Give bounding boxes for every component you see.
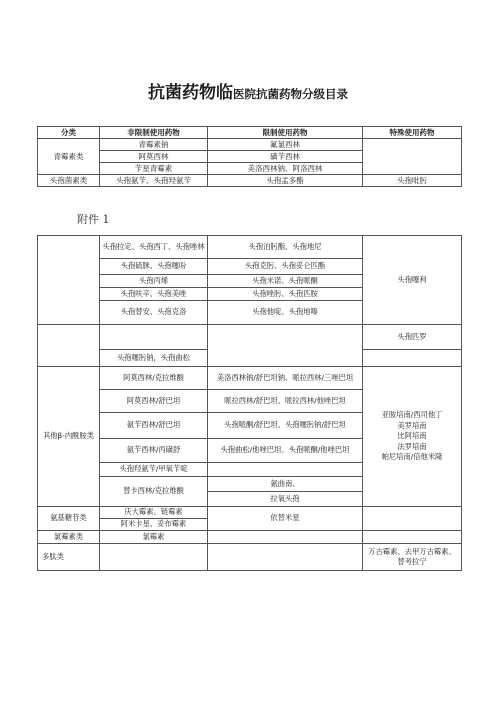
special-drug: 比阿培南 (397, 431, 427, 441)
table-cell: 头孢孟多酯 (208, 175, 363, 187)
table-cell: 氯霉素 (100, 531, 208, 544)
table-row (38, 544, 462, 571)
table-row (38, 236, 462, 259)
table-cell-empty (208, 544, 363, 571)
header-category: 分类 (38, 127, 100, 139)
table-cell: 头孢克肟、头孢妥仑匹酯 (208, 259, 363, 275)
table-cell: 依替米星 (208, 507, 363, 531)
table-cell: 氟氯西林 (208, 139, 363, 151)
table-row (38, 531, 462, 544)
table-cell: 头孢吡肟 (363, 175, 462, 187)
header-restricted: 限制使用药物 (208, 127, 363, 139)
table-cell: 哌拉西林/舒巴坦、哌拉西林/他唑巴坦 (208, 390, 363, 413)
table-cell: 阿莫西林/舒巴坦 (100, 390, 208, 413)
category-cell: 头孢菌素类 (38, 175, 100, 187)
table-cell: 头孢丙烯 (100, 275, 208, 288)
table-cell: 头孢哌酮/舒巴坦、头孢噻肟钠/舒巴坦 (208, 413, 363, 439)
table-cell: 头孢羟氨苄/甲氧苄啶 (100, 463, 208, 477)
table-cell: 氨曲南、 (208, 477, 363, 492)
special-drug: 法罗培南 (397, 441, 427, 451)
table-cell: 头孢匹罗 (363, 325, 462, 350)
classification-table-2 (37, 235, 462, 571)
table-cell: 青霉素钠 (100, 139, 208, 151)
table-cell-empty (208, 325, 363, 367)
table-cell: 苄星青霉素 (100, 163, 208, 175)
table-cell: 拉氧头孢 (208, 492, 363, 507)
table-cell-empty (363, 139, 462, 175)
table-row (38, 367, 462, 390)
header-special: 特殊使用药物 (363, 127, 462, 139)
table-cell: 氨苄西林/丙磺舒 (100, 439, 208, 463)
special-drug: 亚胺培南/西司他丁 (381, 410, 443, 420)
category-cell: 其他β-内酰胺类 (38, 367, 100, 507)
table-cell: 头孢噻肟钠，头孢曲松 (100, 350, 208, 367)
page-title (0, 78, 496, 103)
table-header-row (38, 127, 462, 139)
table-row (38, 325, 462, 350)
table-cell: 头孢拉定、头孢西丁、头孢唑林 (100, 236, 208, 259)
table-cell: 阿莫西林/克拉维酸 (100, 367, 208, 390)
special-drugs-cell (363, 367, 462, 507)
table-cell-empty (100, 544, 208, 571)
table-cell: 磺苄西林 (208, 151, 363, 163)
special-drug: 美罗培南 (397, 420, 427, 430)
category-cell: 青霉素类 (38, 139, 100, 175)
table-cell: 头孢替安、头孢克洛 (100, 301, 208, 325)
category-cell: 多肽类 (38, 544, 100, 571)
table-cell: 头孢硫脒、头孢噻吩 (100, 259, 208, 275)
table-cell: 头孢米诺、头孢哌酮 (208, 275, 363, 288)
annex-label: 附件 1 (77, 213, 110, 226)
table-cell-empty (100, 325, 208, 350)
category-cell-empty (38, 236, 100, 325)
table-row (38, 175, 462, 187)
category-cell: 氯霉素类 (38, 531, 100, 544)
table-cell-empty (363, 350, 462, 367)
table-cell: 美洛西林钠/舒巴坦钠、哌拉西林/三唑巴坦 (208, 367, 363, 390)
title-main: 抗菌药物临 (148, 83, 233, 103)
table-cell: 美洛西林钠、阿洛西林 (208, 163, 363, 175)
table-cell: 替卡西林/克拉维酸 (100, 477, 208, 507)
table-cell: 头孢他啶、头孢地嗪 (208, 301, 363, 325)
table-cell: 头孢氨苄、头孢羟氨苄 (100, 175, 208, 187)
table-cell: 头孢曲松/他唑巴坦、头孢哌酮/他唑巴坦 (208, 439, 363, 463)
table-cell-empty (208, 463, 363, 477)
category-cell-empty (38, 325, 100, 367)
table-cell: 氨苄西林/舒巴坦 (100, 413, 208, 439)
table-cell: 阿米卡星、妥布霉素 (100, 519, 208, 531)
table-cell: 头孢唑肟、头孢匹胺 (208, 288, 363, 301)
table-cell: 头孢泊肟酯、头孢地尼 (208, 236, 363, 259)
special-drug: 帕尼培南/倍他米隆 (381, 452, 443, 462)
title-sub: 医院抗菌药物分级目录 (233, 87, 348, 101)
table-cell: 阿莫西林 (100, 151, 208, 163)
table-cell: 头孢呋辛、头孢美唑 (100, 288, 208, 301)
table-cell-empty (363, 507, 462, 531)
classification-table-1 (37, 126, 462, 187)
table-cell: 庆大霉素、链霉素 (100, 507, 208, 519)
category-cell: 氨基糖苷类 (38, 507, 100, 531)
table-row (38, 507, 462, 519)
header-unrestricted: 非限制使用药物 (100, 127, 208, 139)
table-row (38, 139, 462, 151)
table-cell-empty (208, 531, 363, 544)
table-cell: 万古霉素、去甲万古霉素、替考拉宁 (363, 544, 462, 571)
table-cell: 头孢噻利 (363, 236, 462, 325)
table-cell-empty (363, 531, 462, 544)
